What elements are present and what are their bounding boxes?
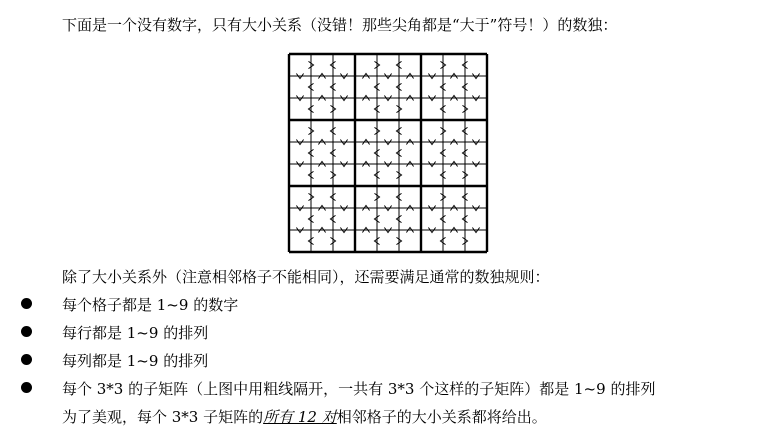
bullet-icon (21, 382, 32, 393)
rule-text: 每行都是 1~9 的排列 (62, 324, 209, 342)
sudoku-grid (286, 51, 490, 255)
sudoku-grid-svg (286, 51, 490, 255)
bullet-icon (21, 298, 32, 309)
bullet-icon (21, 326, 32, 337)
continuation-pre: 为了美观，每个 3*3 子矩阵的 (62, 408, 264, 426)
continuation-text (62, 406, 547, 427)
intro-text: 下面是一个没有数字，只有大小关系（没错！那些尖角都是“大于”符号！）的数独： (62, 16, 618, 34)
bullet-icon (21, 354, 32, 365)
rule-text: 每个 3*3 的子矩阵（上图中用粗线隔开，一共有 3*3 个这样的子矩阵）都是 1~9 的排列 (62, 380, 656, 398)
continuation-post: 相邻格子的大小关系都将给出。 (336, 408, 547, 426)
rule-text: 每列都是 1~9 的排列 (62, 352, 209, 370)
rules-intro-text: 除了大小关系外（注意相邻格子不能相同），还需要满足通常的数独规则： (62, 268, 550, 286)
continuation-emphasis: 所有 12 对 (263, 408, 337, 426)
rule-text: 每个格子都是 1~9 的数字 (62, 296, 239, 314)
